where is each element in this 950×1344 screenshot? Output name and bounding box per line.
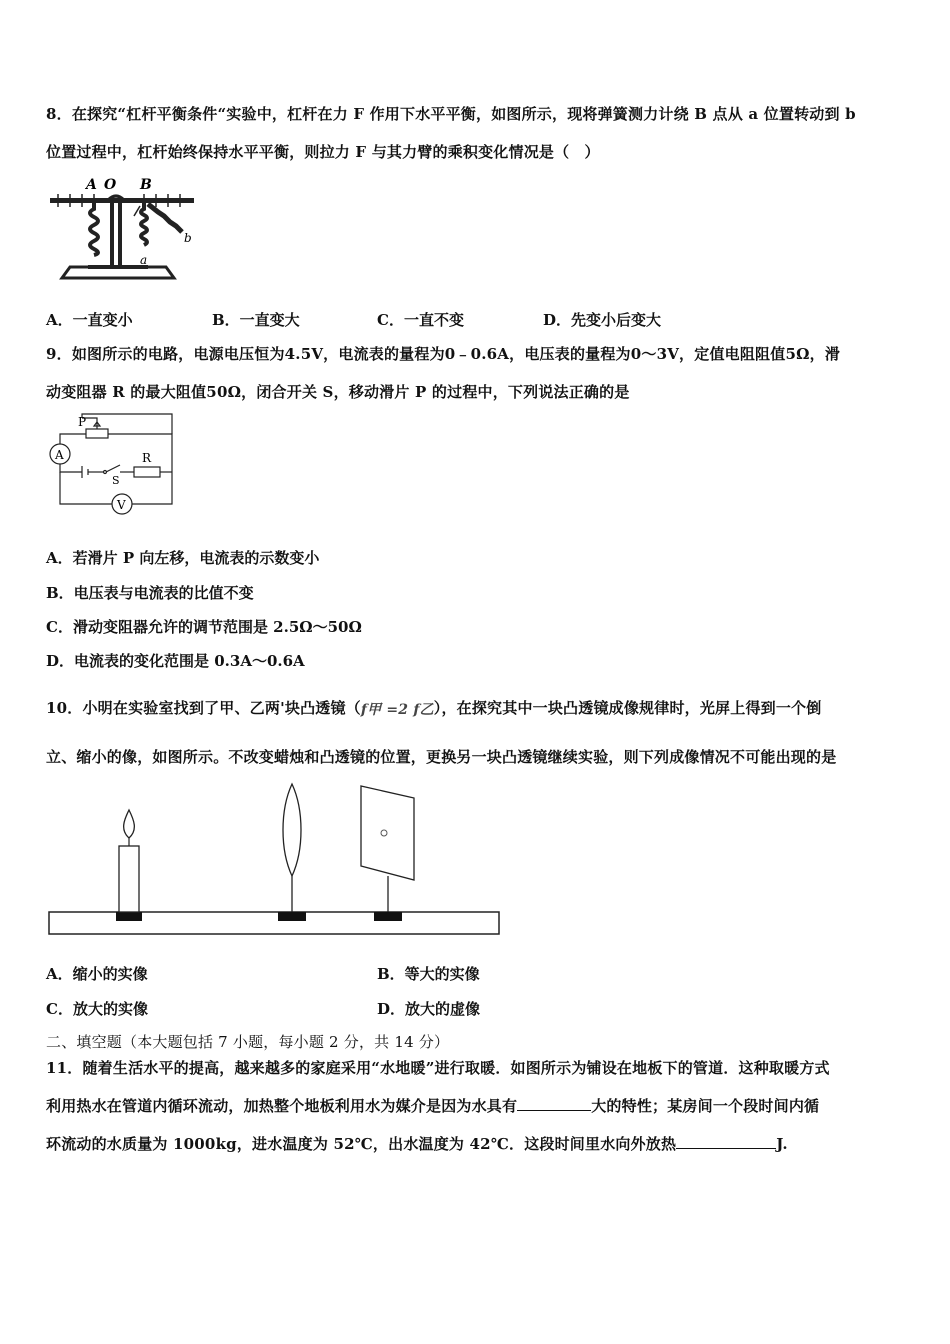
q10-option-d[interactable]: D．放大的虚像	[377, 1000, 481, 1018]
label-O: O	[104, 177, 117, 193]
q9-option-a[interactable]: A．若滑片 P 向左移，电流表的示数变小	[46, 549, 320, 567]
q8-option-b[interactable]: B．一直变大	[212, 311, 300, 329]
q11-line3-part1: 环流动的水质量为 1000kg，进水温度为 52℃，出水温度为 42℃．这段时间里水向外放热	[46, 1135, 677, 1153]
label-R: R	[142, 451, 152, 465]
label-P: P	[78, 415, 87, 429]
q10-text-line1	[46, 697, 821, 719]
optical-bench-figure	[48, 780, 502, 940]
q10-line1-part2: ），在探究其中一块凸透镜成像规律时，光屏上得到一个倒	[433, 699, 822, 717]
q8-option-d[interactable]: D．先变小后变大	[543, 311, 662, 329]
q9-option-c[interactable]: C．滑动变阻器允许的调节范围是 2.5Ω～50Ω	[46, 618, 362, 636]
candle	[119, 846, 139, 912]
label-B: B	[140, 177, 152, 193]
q10-option-c[interactable]: C．放大的实像	[46, 1000, 148, 1018]
q9-text-line2: 动变阻器 R 的最大阻值50Ω，闭合开关 S，移动滑片 P 的过程中，下列说法正确的是	[46, 383, 630, 401]
q11-text-line3	[46, 1133, 788, 1154]
q8-text-line2: 位置过程中，杠杆始终保持水平平衡，则拉力 F 与其力臂的乘积变化情况是（ ）	[46, 143, 600, 161]
q9-option-b[interactable]: B．电压表与电流表的比值不变	[46, 584, 254, 602]
q9-text-line1: 9．如图所示的电路，电源电压恒为4.5V，电流表的量程为0﹣0.6A，电压表的量程为0～3V，定值电阻阻值5Ω，滑	[46, 345, 841, 363]
circuit-figure	[42, 412, 182, 518]
q10-option-b[interactable]: B．等大的实像	[377, 965, 480, 983]
q10-option-a[interactable]: A．缩小的实像	[46, 965, 148, 983]
label-b: b	[184, 231, 192, 245]
q10-line1-part1: 10．小明在实验室找到了甲、乙两'块凸透镜（	[46, 699, 361, 717]
section2-title: 二、填空题（本大题包括 7 小题，每小题 2 分，共 14 分）	[46, 1033, 450, 1051]
lever-figure	[48, 176, 198, 282]
ammeter-label: A	[55, 448, 64, 462]
convex-lens	[283, 784, 301, 876]
q10-text-line2: 立、缩小的像，如图所示。不改变蜡烛和凸透镜的位置，更换另一块凸透镜继续实验，则下列成像情况不可能出现的是	[46, 748, 837, 766]
answer-blank-1[interactable]	[517, 1096, 591, 1111]
spring-a-icon	[141, 203, 147, 245]
q11-text-line2	[46, 1095, 819, 1116]
q9-option-d[interactable]: D．电流表的变化范围是 0.3A～0.6A	[46, 652, 305, 670]
label-a: a	[140, 253, 148, 267]
q11-line2-part2: 大的特性；某房间一个段时间内循	[591, 1097, 820, 1115]
voltmeter-label: V	[117, 498, 126, 512]
q8-option-a[interactable]: A．一直变小	[46, 311, 133, 329]
q11-line3-part2: J.	[776, 1135, 788, 1153]
label-S: S	[112, 474, 120, 487]
q8-option-c[interactable]: C．一直不变	[377, 311, 464, 329]
focal-length-formula: f甲 =2 f乙	[360, 702, 434, 718]
q8-text-line1: 8．在探究“杠杆平衡条件“实验中，杠杆在力 F 作用下水平平衡，如图所示，现将弹簧测力计绕 B 点从 a 位置转动到 b	[46, 105, 856, 123]
q11-text-line1: 11．随着生活水平的提高，越来越多的家庭采用“水地暖”进行取暖．如图所示为铺设在地板下的管道．这种取暖方式	[46, 1059, 830, 1077]
label-A: A	[86, 177, 97, 193]
left-spring-icon	[90, 203, 98, 255]
answer-blank-2[interactable]	[676, 1134, 776, 1149]
q11-line2-part1: 利用热水在管道内循环流动，加热整个地板利用水为媒介是因为水具有	[46, 1097, 518, 1115]
flame-icon	[124, 810, 135, 838]
spring-b-icon	[148, 204, 182, 232]
